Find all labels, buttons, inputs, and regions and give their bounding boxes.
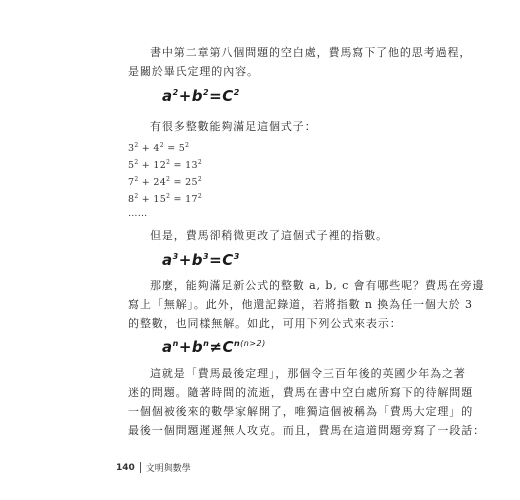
equation-cubic: $a^3+b^3=C^3$	[162, 251, 240, 269]
paragraph-no-solution	[128, 276, 485, 333]
text-line: 的整數，也同樣無解。如此，可用下列公式來表示：	[128, 317, 402, 330]
text-line: 寫上「無解」。此外，他還記錄道，若將指數 n 換為任一個大於 3	[128, 298, 473, 311]
text-line: 一個個被後來的數學家解開了，唯獨這個被稱為「費馬大定理」的	[128, 405, 474, 418]
equation-pythagorean: $a^2+b^2=C^2$	[162, 87, 240, 105]
example-triple: $3^2 + 4^2 = 5^2$	[128, 142, 190, 155]
paragraph-many-integers	[128, 117, 390, 136]
page-number: 140	[116, 462, 135, 473]
page-footer	[116, 461, 191, 474]
text-line: 有很多整數能夠滿足這個式子：	[150, 120, 317, 133]
paragraph-intro	[128, 43, 472, 81]
example-triple: $5^2 + 12^2 = 13^2$	[128, 159, 202, 172]
footer-divider	[140, 462, 141, 473]
paragraph-fermat-changed	[128, 226, 390, 245]
text-line: 書中第二章第八個問題的空白處，費馬寫下了他的思考過程，	[150, 46, 472, 59]
book-title: 文明與數學	[145, 464, 191, 474]
equation-fermat-last-theorem: $a^n+b^n\ne C^{n(n>2)}$	[162, 338, 266, 356]
text-line: 是關於畢氏定理的內容。	[128, 65, 259, 78]
ellipsis: ……	[128, 208, 148, 219]
text-line: 迷的問題。隨著時間的流逝，費馬在書中空白處所寫下的待解問題	[128, 386, 474, 399]
condition-label: (n>2)	[240, 339, 266, 348]
text-line: 那麼，能夠滿足新公式的整數 a, b, c 會有哪些呢？費馬在旁邊	[150, 279, 485, 292]
paragraph-last-theorem	[128, 364, 485, 440]
text-line: 最後一個問題遲遲無人攻克。而且，費馬在這道問題旁寫了一段話：	[128, 424, 485, 437]
example-triple: $8^2 + 15^2 = 17^2$	[128, 193, 202, 206]
text-line: 這就是「費馬最後定理」，那個令三百年後的英國少年為之著	[150, 367, 466, 380]
example-triple: $7^2 + 24^2 = 25^2$	[128, 176, 202, 189]
text-line: 但是，費馬卻稍微更改了這個式子裡的指數。	[150, 229, 388, 242]
